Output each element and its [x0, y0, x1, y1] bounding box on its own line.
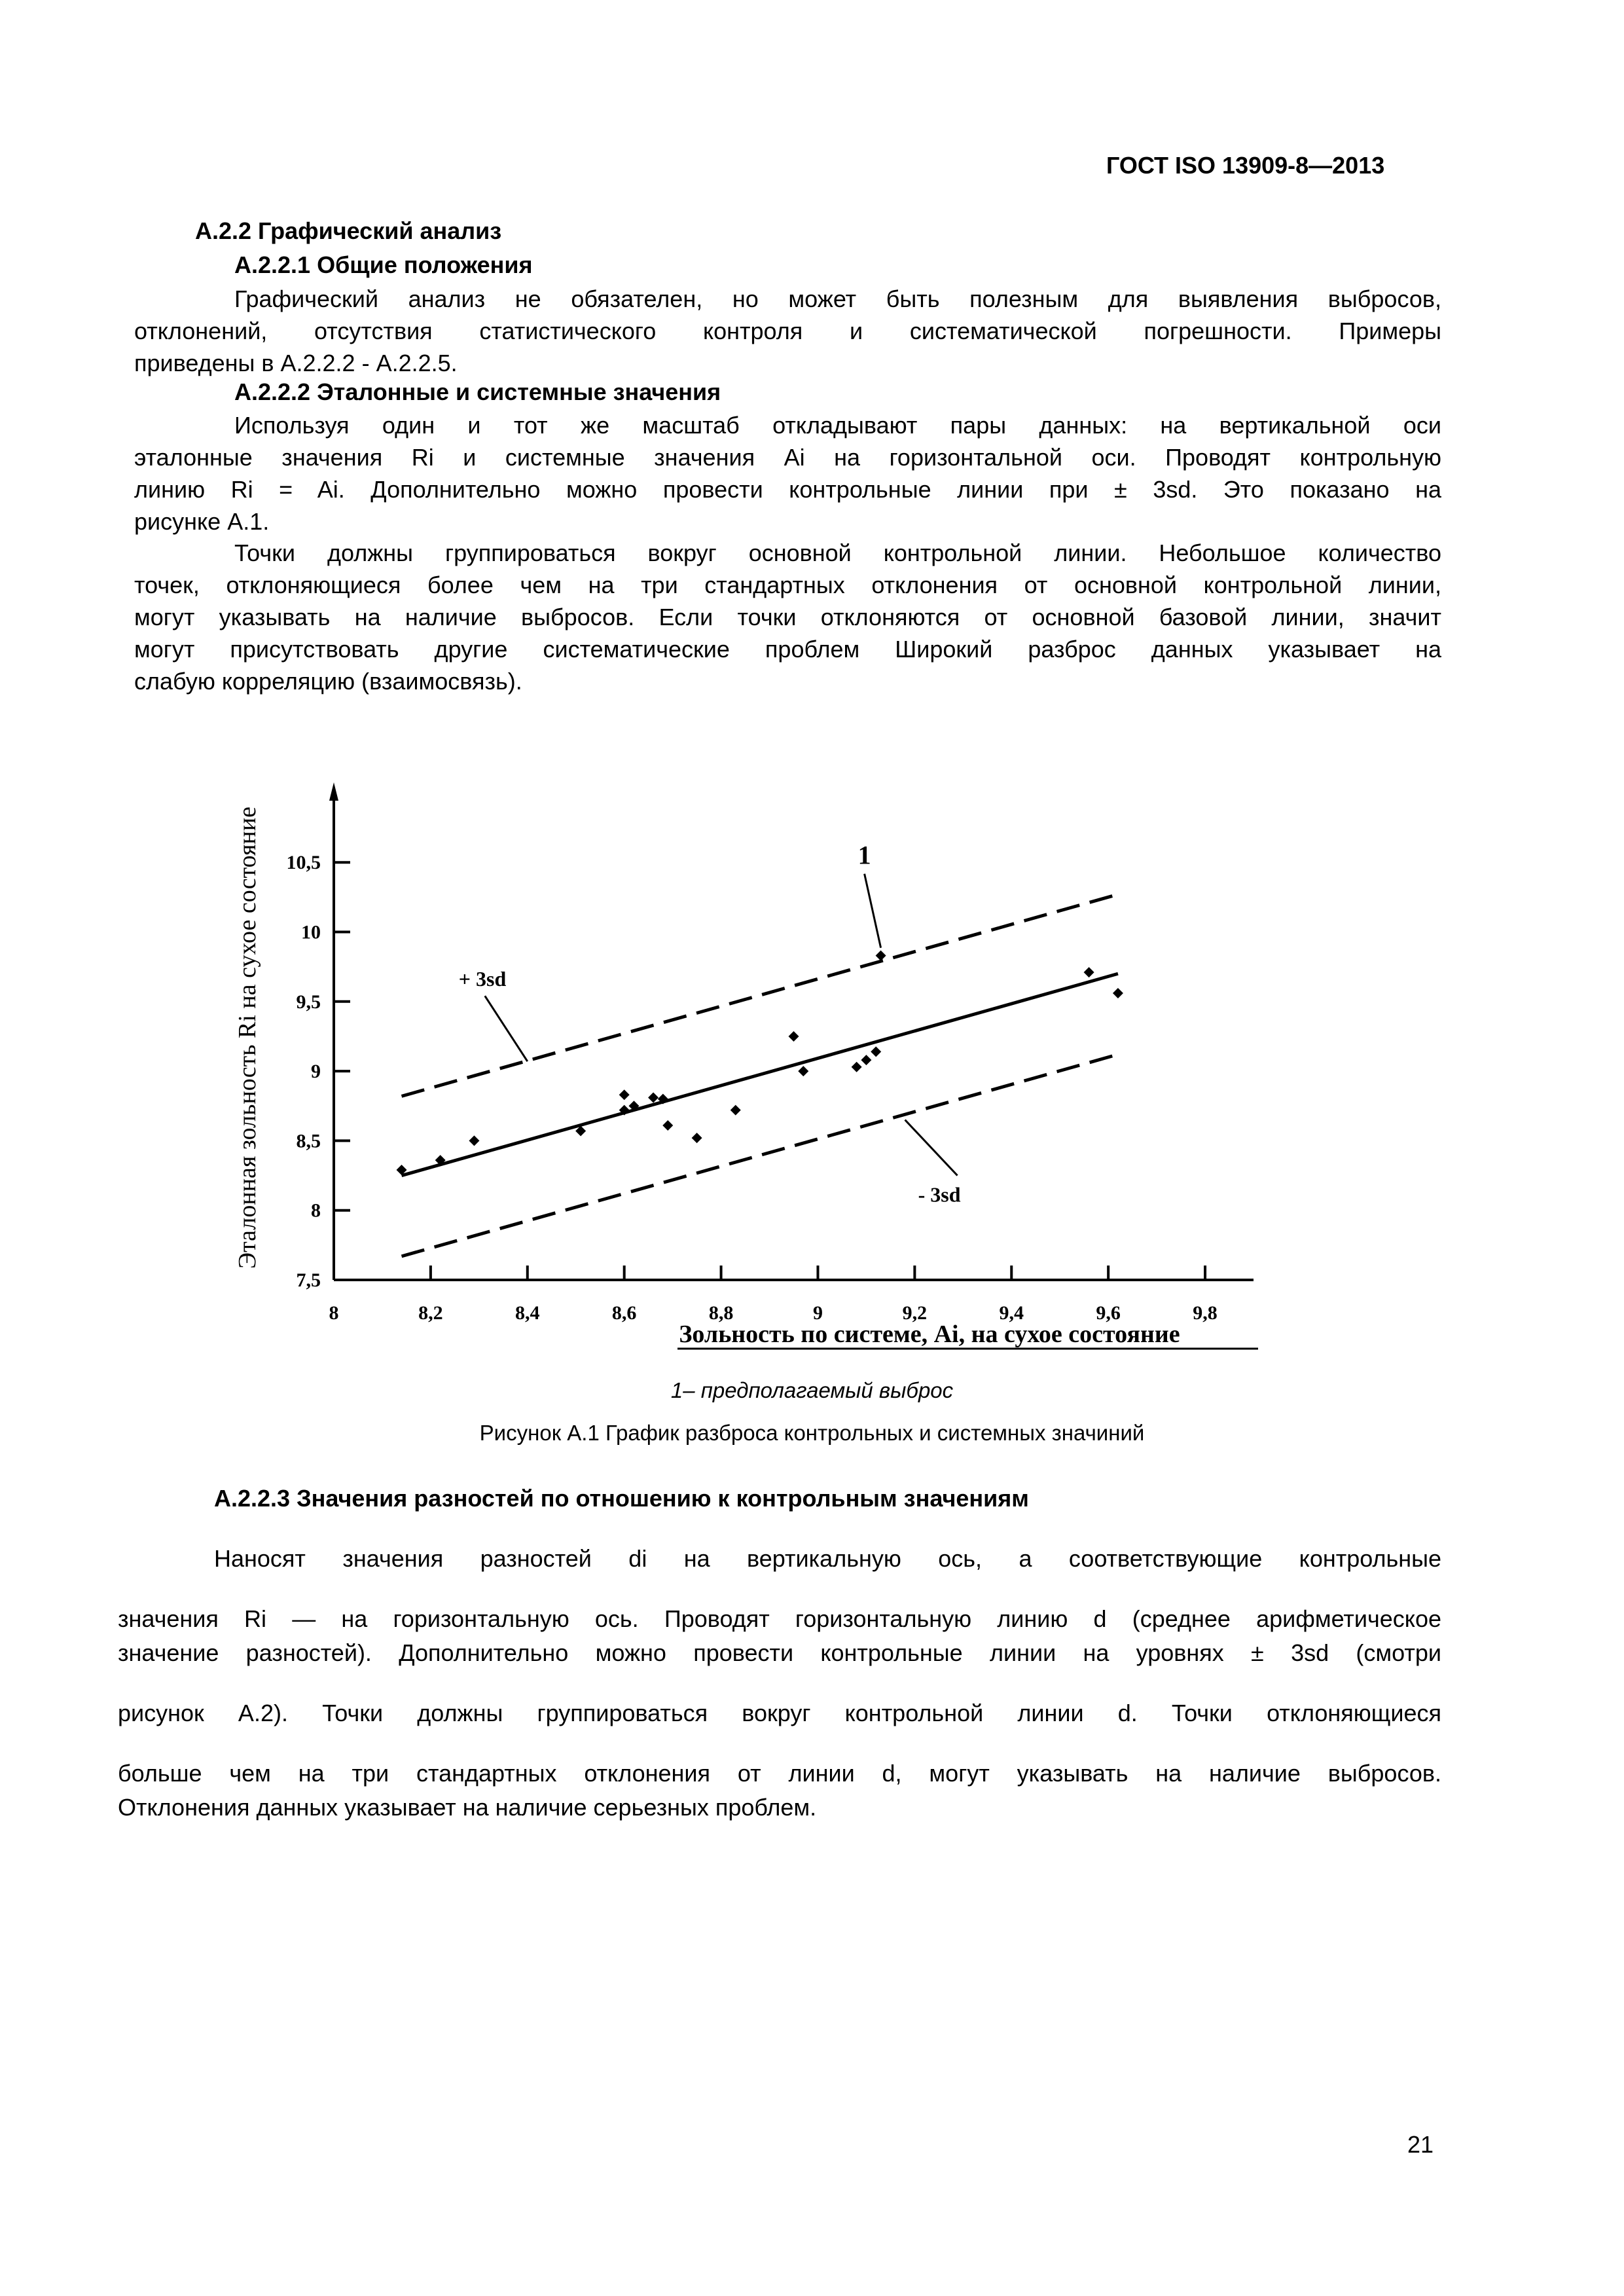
y-tick-label: 8,5 [296, 1130, 321, 1152]
text-line: приведены в А.2.2.2 - А.2.2.5. [134, 350, 458, 376]
data-point [876, 951, 886, 961]
x-tick-label: 9,2 [902, 1302, 928, 1324]
text-line: точек, отклоняющиеся более чем на три стандартных отклонения от основной контрольной линии, [134, 572, 1441, 598]
x-tick-label: 8,4 [515, 1302, 540, 1324]
plus-3sd-leader [485, 996, 528, 1061]
y-tick-label: 9,5 [296, 991, 321, 1013]
figure-caption: Рисунок А.1 График разброса контрольных и системных значиний [479, 1421, 1145, 1445]
data-point [648, 1092, 659, 1102]
text-line: могут присутствовать другие систематические проблем Широкий разброс данных указывает на [134, 636, 1441, 663]
y-tick-label: 10 [301, 921, 321, 943]
data-point [871, 1046, 881, 1057]
y-tick-label: 7,5 [296, 1269, 321, 1291]
figure-note: 1– предполагаемый выброс [670, 1378, 954, 1402]
x-tick-label: 9 [812, 1302, 823, 1324]
section-a221-title: А.2.2.1 Общие положения [234, 251, 533, 278]
minus-3sd-leader [905, 1120, 958, 1176]
x-tick-label: 8 [329, 1302, 339, 1324]
scatter-chart [216, 717, 1290, 1372]
text-line: слабую корреляцию (взаимосвязь). [134, 668, 522, 695]
paragraph-a221 [134, 283, 1441, 379]
control-line-3sd [402, 894, 1118, 1096]
text-line: Отклонения данных указывает на наличие серьезных проблем. [118, 1794, 817, 1821]
x-tick-label: 9,4 [999, 1302, 1024, 1324]
text-line: отклонений, отсутствия статистического контроля и систематической погрешности. Примеры [134, 318, 1441, 344]
x-axis-label: Зольность по системе, Ai, на сухое состояние [679, 1321, 1180, 1348]
section-a223-title: А.2.2.3 Значения разностей по отношению к контрольным значениям [214, 1485, 1029, 1512]
y-tick-label: 9 [311, 1061, 321, 1083]
x-tick-label: 8,2 [418, 1302, 443, 1324]
y-axis-arrow [329, 782, 338, 801]
x-tick-label: 8,8 [708, 1302, 734, 1324]
chart-control-lines [402, 894, 1118, 1256]
text-line: рисунке А.1. [134, 508, 270, 535]
y-axis-label: Эталонная зольность Ri на сухое состояние [234, 807, 261, 1269]
data-point [662, 1120, 673, 1131]
text-line: значения Ri — на горизонтальную ось. Проводят горизонтальную линию d (среднее арифметическое [118, 1605, 1442, 1632]
y-tick-label: 8 [311, 1199, 321, 1222]
data-point [1113, 988, 1123, 998]
y-tick-label: 10,5 [286, 852, 321, 874]
plus-3sd-label: + 3sd [458, 967, 507, 991]
data-point [1084, 967, 1094, 977]
paragraph-a222-2 [134, 537, 1441, 697]
data-point [469, 1135, 479, 1146]
data-point [731, 1105, 741, 1116]
data-point [692, 1133, 702, 1143]
data-point [852, 1062, 862, 1072]
section-a222-title: А.2.2.2 Эталонные и системные значения [234, 378, 721, 405]
data-point [798, 1066, 808, 1076]
text-line: линию Ri = Ai. Дополнительно можно провести контрольные линии при ± 3sd. Это показано на [134, 476, 1441, 503]
x-tick-label: 9,8 [1193, 1302, 1218, 1324]
page-number: 21 [1407, 2131, 1434, 2158]
data-point [789, 1031, 799, 1042]
control-line-3sd [402, 1055, 1118, 1256]
text-line: рисунок А.2). Точки должны группироваться вокруг контрольной линии d. Точки отклоняющиеся [118, 1700, 1441, 1726]
paragraph-a223 [118, 1542, 1441, 1825]
data-point [619, 1089, 630, 1100]
data-point [861, 1055, 871, 1065]
outlier-label: 1 [857, 840, 871, 870]
section-a22-title: А.2.2 Графический анализ [195, 217, 502, 244]
text-line: больше чем на три стандартных отклонения от линии d, могут указывать на наличие выбросов. [118, 1760, 1441, 1787]
x-tick-label: 9,6 [1096, 1302, 1121, 1324]
text-line: Наносят значения разностей di на вертикальную ось, а соответствующие контрольные [214, 1545, 1441, 1572]
text-line: могут указывать на наличие выбросов. Если точки отклоняются от основной базовой линии, значит [134, 604, 1441, 630]
text-line: значение разностей). Дополнительно можно провести контрольные линии на уровнях ± 3sd (смотри [118, 1639, 1441, 1666]
text-line: Точки должны группироваться вокруг основной контрольной линии. Небольшое количество [234, 539, 1441, 566]
control-line [402, 974, 1118, 1175]
outlier-leader [865, 874, 881, 948]
text-line: Графический анализ не обязателен, но может быть полезным для выявления выбросов, [234, 285, 1441, 312]
text-line: Используя один и тот же масштаб откладывают пары данных: на вертикальной оси [234, 412, 1441, 439]
chart-annotations [459, 841, 961, 1207]
chart-axes [329, 782, 1254, 1280]
paragraph-a222 [134, 409, 1441, 538]
chart-ticks [287, 852, 1218, 1324]
document-code: ГОСТ ISO 13909-8—2013 [1106, 152, 1385, 179]
x-tick-label: 8,6 [611, 1302, 637, 1324]
minus-3sd-label: - 3sd [918, 1182, 961, 1207]
text-line: эталонные значения Ri и системные значения Ai на горизонтальной оси. Проводят контрольную [134, 444, 1441, 471]
